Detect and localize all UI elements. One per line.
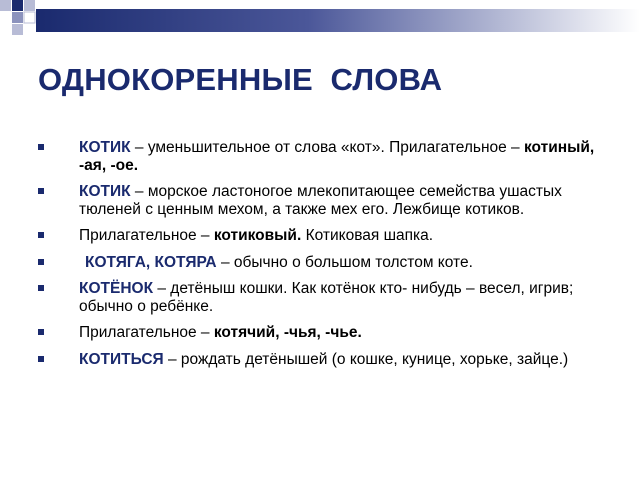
- decor-square: [12, 12, 23, 23]
- decor-square: [24, 0, 35, 11]
- square-bullet-icon: [38, 329, 44, 335]
- decor-square: [12, 24, 23, 35]
- bullet-kotikovy: [38, 227, 618, 245]
- bullet-kotyachy: [38, 324, 618, 342]
- definition-text: – рождать детёнышей (о кошке, кунице, хорьке, зайце.): [163, 350, 569, 368]
- definition-text: Котиковая шапка.: [301, 227, 434, 244]
- bullet-kotik-seal: [38, 183, 618, 218]
- decor-square: [0, 0, 11, 11]
- term-word: КОТИТЬСЯ: [79, 350, 164, 368]
- square-bullet-icon: [38, 259, 44, 265]
- slide-title: ОДНОКОРЕННЫЕ СЛОВА: [38, 62, 443, 97]
- square-bullet-icon: [38, 356, 44, 362]
- bullet-kotik-diminutive: [38, 139, 618, 174]
- bullet-kotyonok: [38, 280, 618, 315]
- decor-square: [0, 12, 11, 23]
- term-word: КОТИК: [79, 139, 131, 156]
- definition-text: – морское ластоногое млекопитающее семейства ушастых тюленей с ценным мехом, а также мех его. Лежбище котиков.: [79, 183, 562, 218]
- square-bullet-icon: [38, 232, 44, 238]
- bold-adjective: котиковый.: [213, 227, 302, 244]
- decor-square: [24, 12, 35, 23]
- header-decoration: [0, 0, 640, 40]
- square-bullet-icon: [38, 285, 44, 291]
- bold-adjective: котячий, -чья, -чье.: [213, 324, 362, 341]
- prefix-text: Прилагательное –: [79, 324, 214, 341]
- bullet-kotyaga: [38, 254, 618, 272]
- prefix-text: Прилагательное –: [79, 227, 214, 244]
- bold-adjective: котиный, -ая, -ое.: [79, 139, 595, 174]
- definition-text: – обычно о большом толстом коте.: [216, 253, 473, 271]
- bullet-kotitsya: [38, 351, 618, 369]
- term-word: КОТЁНОК: [79, 280, 154, 297]
- term-word: КОТИК: [79, 183, 131, 200]
- square-bullet-icon: [38, 144, 44, 150]
- definition-text: – детёныш кошки. Как котёнок кто- нибудь – весел, игрив; обычно о ребёнке.: [79, 280, 574, 315]
- definition-text: – уменьшительное от слова «кот». Прилагательное –: [130, 139, 524, 156]
- bullet-list: [38, 139, 618, 377]
- term-word: КОТЯГА, КОТЯРА: [85, 253, 217, 271]
- header-gradient-band: [36, 9, 640, 32]
- decor-square: [12, 0, 23, 11]
- square-bullet-icon: [38, 188, 44, 194]
